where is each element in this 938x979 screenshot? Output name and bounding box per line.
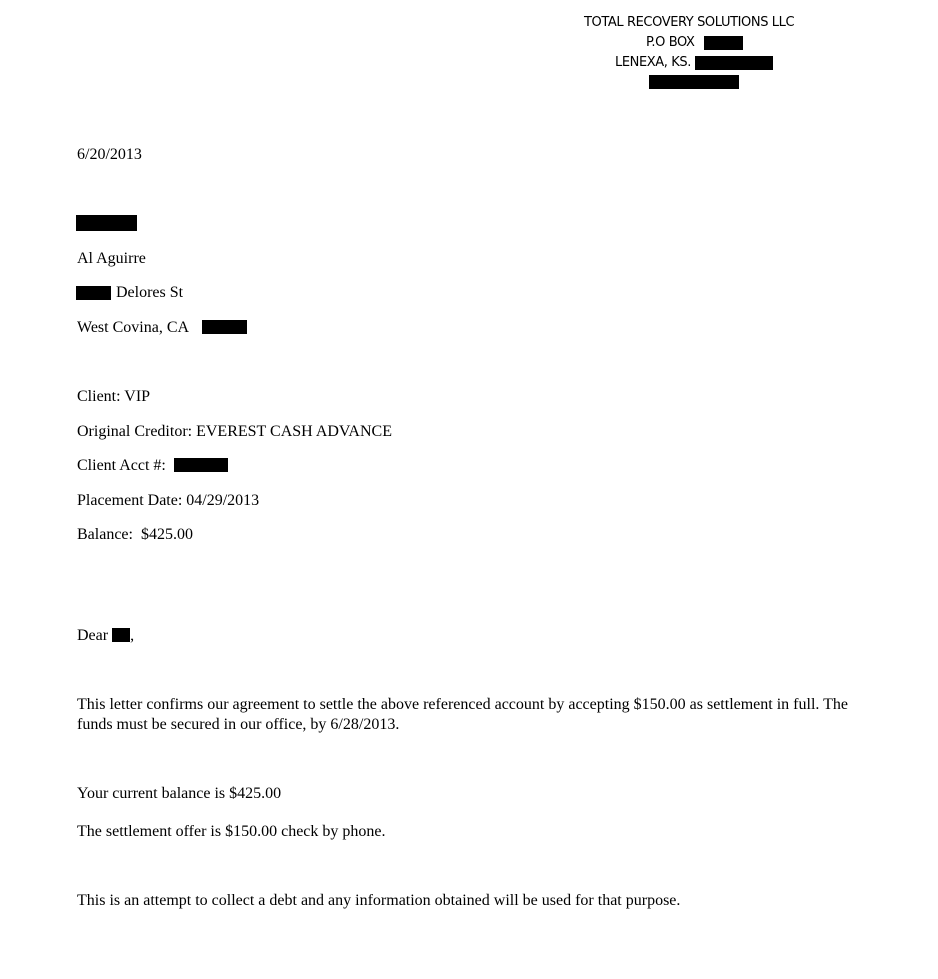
- body-paragraph: This letter confirms our agreement to settle the above referenced account by accepting $150.00 as settlement in full. The funds must be secured in our office, by 6/28/2013.: [77, 696, 848, 733]
- salutation: [77, 627, 134, 645]
- recipient-city-state: West Covina, CA: [77, 319, 190, 336]
- settlement-offer-line: The settlement offer is $150.00 check by phone.: [77, 823, 386, 840]
- original-creditor-line: Original Creditor: EVEREST CASH ADVANCE: [77, 423, 392, 440]
- recipient-street: Delores St: [116, 284, 184, 301]
- letter-date: 6/20/2013: [77, 146, 142, 163]
- redacted-street-number: [76, 286, 111, 300]
- redacted-salutation-name: [112, 628, 130, 642]
- company-name: TOTAL RECOVERY SOLUTIONS LLC: [584, 15, 795, 30]
- salutation-text: Dear: [77, 627, 109, 644]
- po-box-label: P.O BOX: [646, 35, 695, 50]
- redacted-po-box-number: [704, 36, 743, 50]
- balance-line: Balance: $425.00: [77, 526, 193, 543]
- redacted-recipient-zip: [202, 320, 247, 334]
- disclaimer-line: This is an attempt to collect a debt and any information obtained will be used for that purpose.: [77, 892, 681, 909]
- redacted-account-ref: [76, 215, 137, 231]
- salutation-comma: ,: [130, 627, 135, 644]
- redacted-client-acct: [174, 458, 228, 472]
- client-line: Client: VIP: [77, 388, 151, 405]
- redacted-zip: [695, 56, 773, 70]
- city-state: LENEXA, KS.: [615, 55, 691, 70]
- recipient-name: Al Aguirre: [77, 250, 146, 267]
- redacted-phone: [649, 75, 739, 89]
- client-acct-label: Client Acct #:: [77, 457, 166, 474]
- placement-date-line: Placement Date: 04/29/2013: [77, 492, 260, 509]
- current-balance-line: Your current balance is $425.00: [77, 785, 282, 802]
